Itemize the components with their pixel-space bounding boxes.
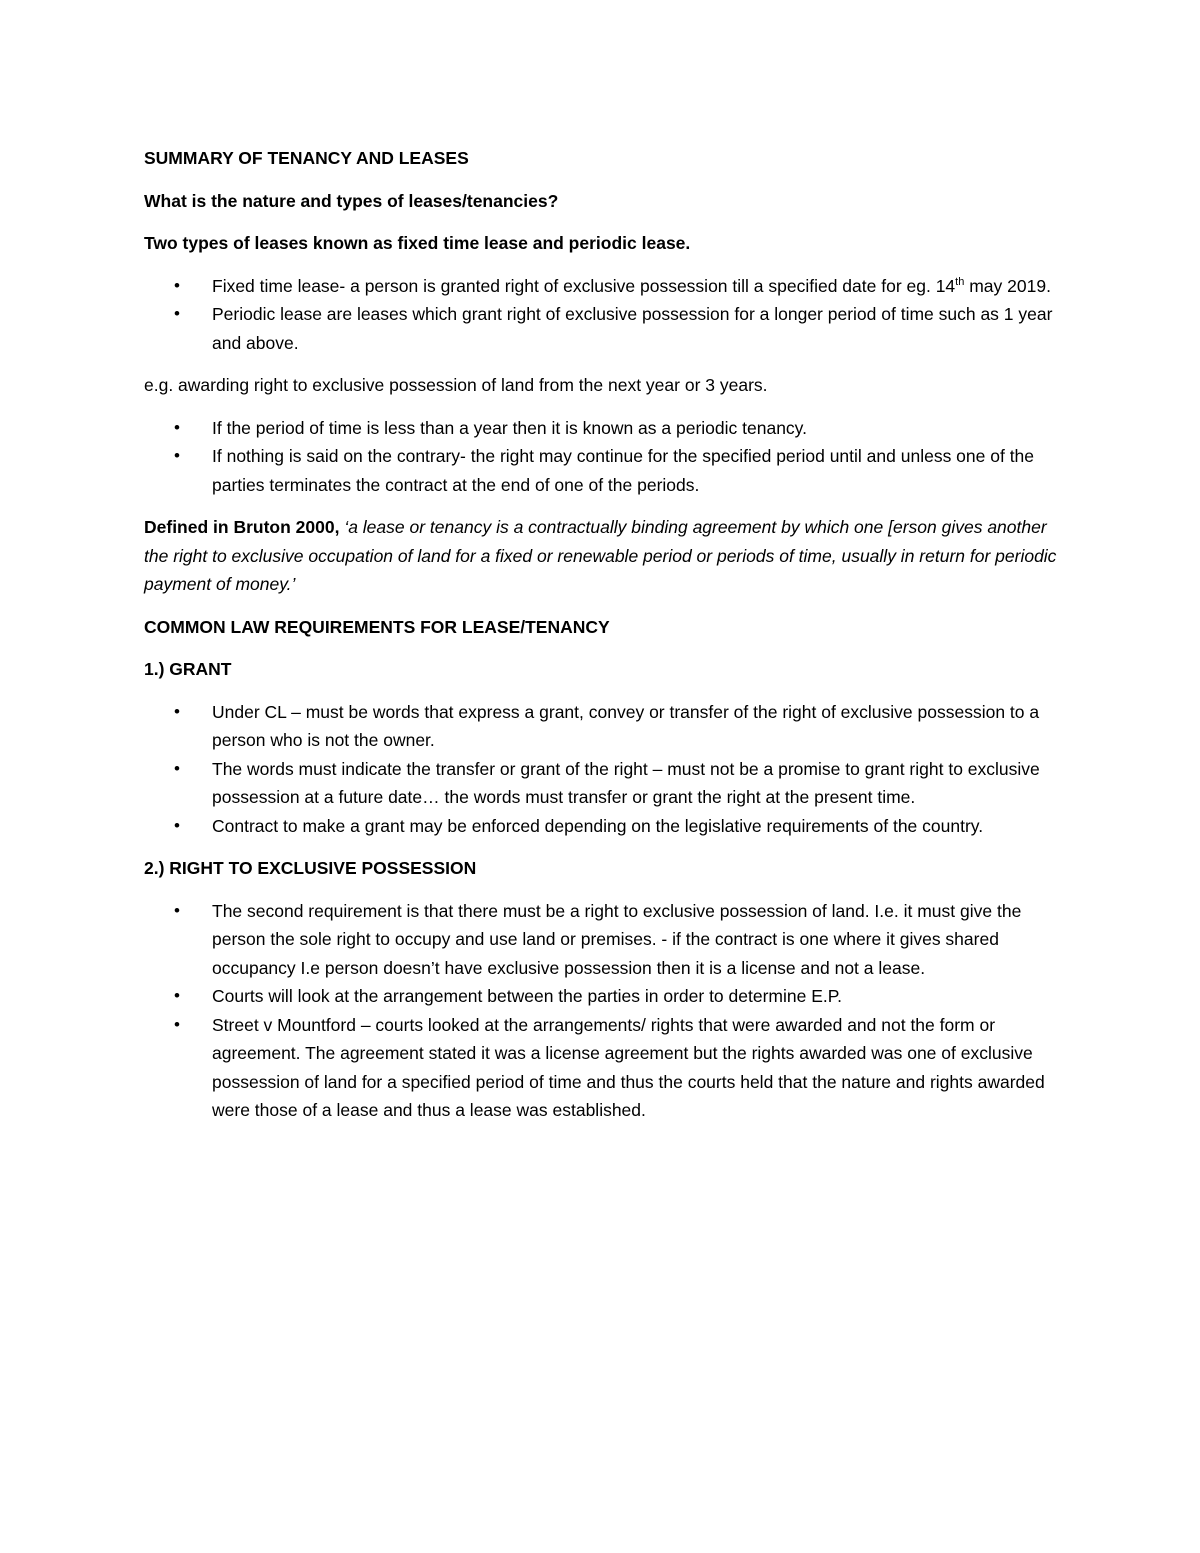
definition-quote: ‘a lease or tenancy is a contractually binding agreement by which one [erson gives another the right to exclusive occupation of land for a fixed or renewable period or periods of time, usually in return for periodic payment of money.’ xyxy=(144,517,1057,594)
lease-types-list xyxy=(144,272,1064,358)
list-item xyxy=(144,442,1064,499)
exclusive-possession-heading: 2.) RIGHT TO EXCLUSIVE POSSESSION xyxy=(144,858,477,878)
types-intro: Two types of leases known as fixed time lease and periodic lease. xyxy=(144,233,691,253)
list-item xyxy=(144,755,1064,812)
list-item-text: Contract to make a grant may be enforced depending on the legislative requirements of the country. xyxy=(212,815,984,836)
list-item xyxy=(144,272,1064,301)
definition-lead: Defined in Bruton 2000, xyxy=(144,517,340,537)
list-item xyxy=(144,1011,1064,1125)
list-item-text: If nothing is said on the contrary- the right may continue for the specified period until and unless one of the parties terminates the contract at the end of one of the periods. xyxy=(212,446,1035,495)
grant-list xyxy=(144,698,1064,841)
periodic-notes-list xyxy=(144,414,1064,500)
list-item xyxy=(144,414,1064,443)
list-item-text: The second requirement is that there must be a right to exclusive possession of land. I.e. it must give the person the sole right to occupy and use land or premises. - if the contract is one where it gives shared occupancy I.e person doesn’t have exclusive possession then it is a license and not a lease. xyxy=(212,900,1022,978)
list-item-text: The words must indicate the transfer or grant of the right – must not be a promise to grant right to exclusive possession at a future date… the words must transfer or grant the right at the present time. xyxy=(212,758,1040,807)
list-item xyxy=(144,300,1064,357)
bullet-icon: • xyxy=(174,1014,180,1034)
bullet-icon: • xyxy=(174,900,180,920)
bullet-icon: • xyxy=(174,986,180,1005)
example-text: e.g. awarding right to exclusive possession of land from the next year or 3 years. xyxy=(144,375,768,395)
list-item-text: Under CL – must be words that express a grant, convey or transfer of the right of exclusive possession to a person who is not the owner. xyxy=(212,701,1040,750)
list-item-text-cont: may 2019. xyxy=(964,275,1051,296)
common-law-heading: COMMON LAW REQUIREMENTS FOR LEASE/TENANCY xyxy=(144,616,610,637)
list-item-text: Street v Mountford – courts looked at the arrangements/ rights that were awarded and not the form or agreement. The agreement stated it was a license agreement but the rights awarded was one of exclusive possession of land for a specified period of time and thus the courts held that the nature and rights awarded were those of a lease and thus a lease was established. xyxy=(212,1014,1045,1120)
list-item-text: Courts will look at the arrangement between the parties in order to determine E.P. xyxy=(212,986,843,1006)
list-item xyxy=(144,698,1064,755)
bullet-icon: • xyxy=(174,701,180,721)
bullet-icon: • xyxy=(174,815,180,835)
definition-paragraph xyxy=(144,513,1064,599)
bullet-icon: • xyxy=(174,275,180,295)
exclusive-possession-list xyxy=(144,897,1064,1125)
list-item-text: Periodic lease are leases which grant right of exclusive possession for a longer period of time such as 1 year and above. xyxy=(212,304,1053,353)
section-question: What is the nature and types of leases/tenancies? xyxy=(144,190,559,211)
bullet-icon: • xyxy=(174,446,180,465)
bullet-icon: • xyxy=(174,417,180,437)
document-body xyxy=(144,144,1064,1139)
list-item xyxy=(144,982,1064,1011)
bullet-icon: • xyxy=(174,758,180,778)
list-item-text: Fixed time lease- a person is granted right of exclusive possession till a specified date for eg. 14 xyxy=(212,275,956,296)
document-title: SUMMARY OF TENANCY AND LEASES xyxy=(144,148,469,168)
list-item xyxy=(144,812,1064,841)
grant-heading: 1.) GRANT xyxy=(144,659,232,679)
list-item xyxy=(144,897,1064,983)
bullet-icon: • xyxy=(174,304,180,323)
list-item-text: If the period of time is less than a year then it is known as a periodic tenancy. xyxy=(212,417,807,438)
superscript: th xyxy=(955,275,965,288)
